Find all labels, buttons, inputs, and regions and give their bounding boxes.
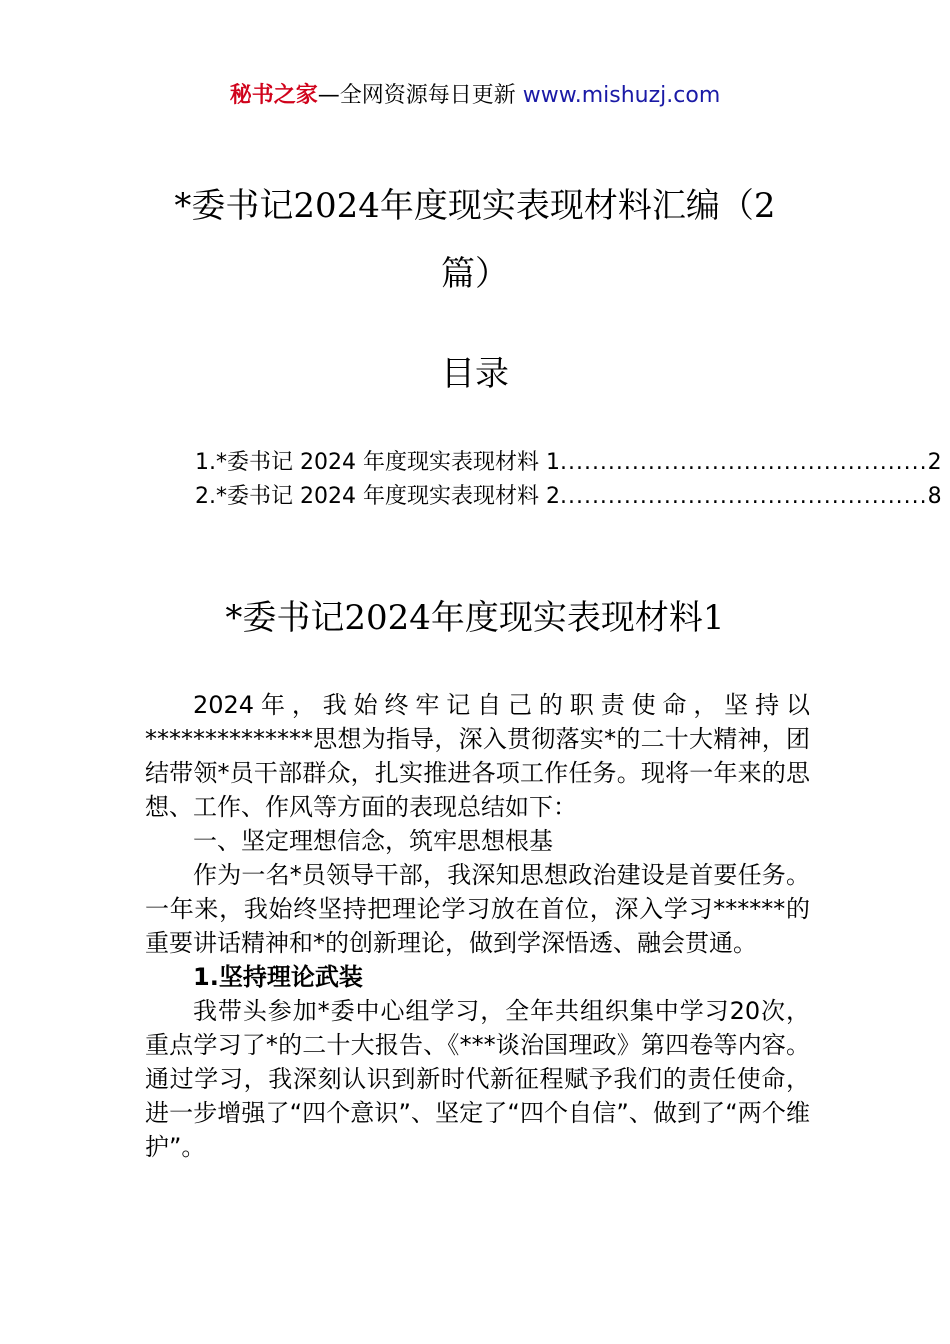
paragraph: 我带头参加*委中心组学习，全年共组织集中学习20次，重点学习了*的二十大报告、《***谈治国理政》第四卷等内容。通过学习，我深刻认识到新时代新征程赋予我们的责任使命，进一步增强了“四个意识”、坚定了“四个自信”、做到了“两个维护”。 [145,997,810,1161]
toc-entry-2[interactable] [195,480,942,514]
document-title: *委书记2024年度现实表现材料汇编（2篇） [174,186,776,294]
toc-leader-dots: .............................................. [559,484,928,509]
paragraph: 作为一名*员领导干部，我深知思想政治建设是首要任务。一年来，我始终坚持把理论学习放在首位，深入学习******的重要讲话精神和*的创新理论，做到学深悟透、融会贯通。 [145,861,810,957]
table-of-contents [195,446,942,514]
site-url-link[interactable]: www.mishuzj.com [522,83,721,108]
toc-entry-1[interactable] [195,446,942,480]
toc-entry-label: 1.*委书记 2024 年度现实表现材料 1 [195,450,560,475]
site-header [0,80,950,112]
subheading-1-1: 1.坚持理论武装 [193,963,363,991]
section-title: *委书记2024年度现实表现材料1 [225,598,725,638]
body-text [145,688,810,1164]
toc-leader-dots: .............................................. [559,450,928,475]
site-tagline: —全网资源每日更新 [317,83,523,108]
subheading-1: 一、坚定理想信念，筑牢思想根基 [193,827,553,855]
toc-page-number: 8 [927,484,942,509]
toc-entry-label: 2.*委书记 2024 年度现实表现材料 2 [195,484,560,509]
intro-paragraph: 2024年，我始终牢记自己的职责使命，坚持以**************思想为指导，深入贯彻落实*的二十大精神，团结带领*员干部群众，扎实推进各项工作任务。现将一年来的思想、工作、作风等方面的表现总结如下： [145,691,810,821]
toc-page-number: 2 [927,450,942,475]
site-brand: 秘书之家 [229,83,318,108]
toc-heading: 目录 [441,354,509,394]
